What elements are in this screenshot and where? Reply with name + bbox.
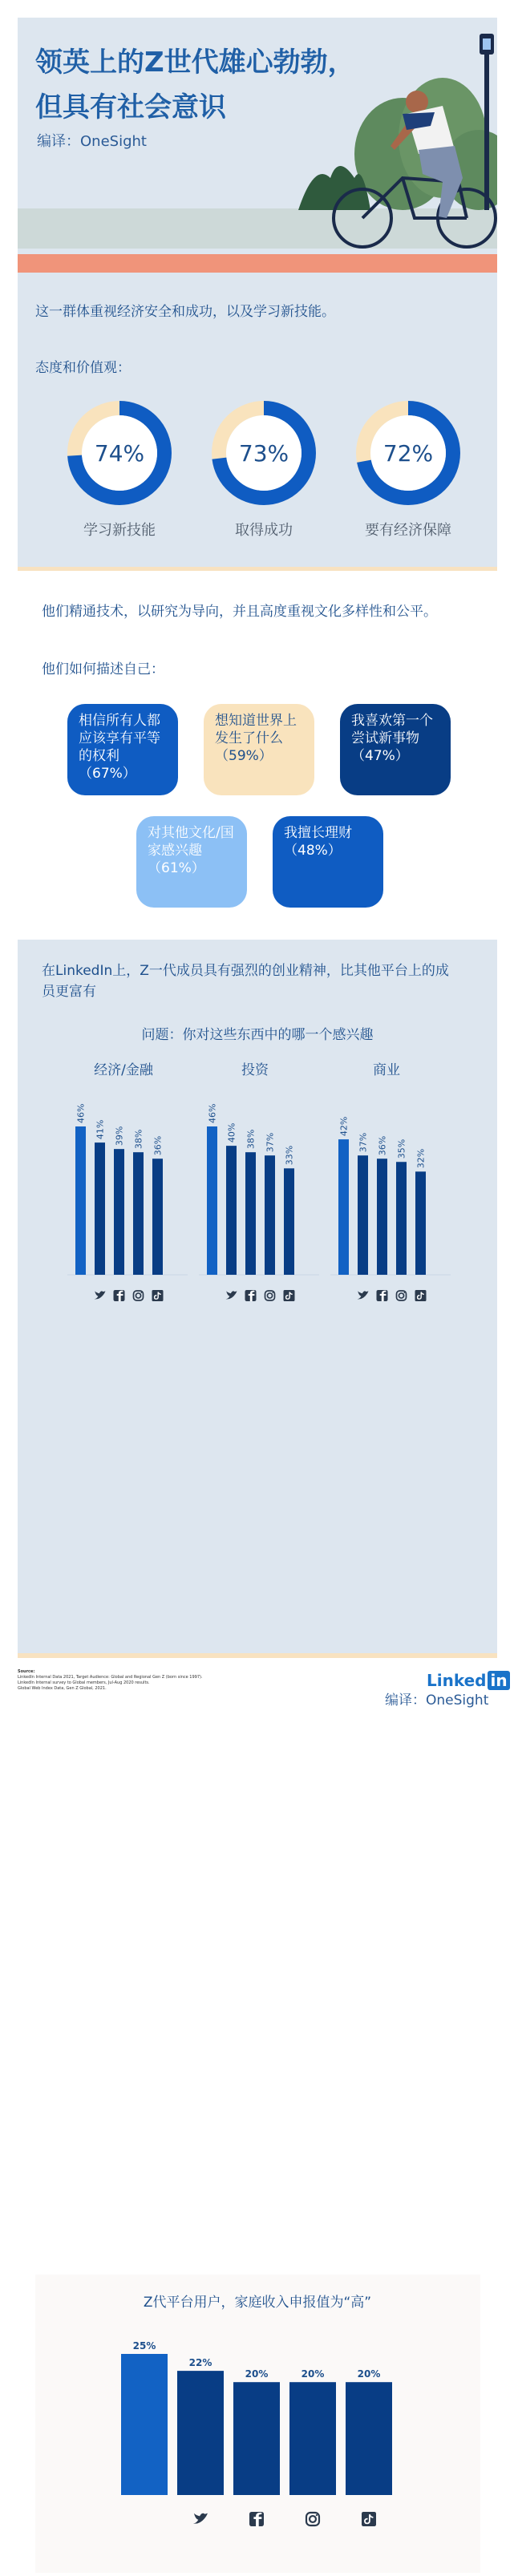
donut-item xyxy=(59,397,180,540)
income-bar-chart xyxy=(35,2275,480,2573)
donut-value: 74% xyxy=(94,440,145,467)
chart-title: 投资 xyxy=(241,1062,269,1078)
bar xyxy=(95,1142,105,1275)
bar xyxy=(207,1126,217,1275)
twitter-icon xyxy=(193,2513,208,2524)
bar-value-label: 39% xyxy=(114,1126,125,1146)
source-notes xyxy=(18,1669,203,1692)
header-banner xyxy=(18,18,497,273)
bar-value-label: 32% xyxy=(415,1148,427,1169)
income-chart-group xyxy=(121,2295,392,2526)
bar xyxy=(121,2354,168,2495)
bar xyxy=(133,1152,144,1275)
bar-value-label: 20% xyxy=(301,2368,325,2380)
bubble-try-new: 我喜欢第一个尝试新事物（47%） xyxy=(340,704,451,795)
bubble-equal-rights: 相信所有人都应该享有平等的权利（67%） xyxy=(67,704,178,795)
cyclist-illustration xyxy=(282,18,497,258)
bar xyxy=(226,1146,237,1275)
bar xyxy=(284,1168,294,1275)
self-description-intro: 他们精通技术，以研究为导向，并且高度重视文化多样性和公平。 xyxy=(42,604,437,620)
lamp-light xyxy=(483,38,491,50)
bar-chart-group xyxy=(199,1062,319,1301)
bar-value-label: 40% xyxy=(226,1122,237,1143)
instagram-icon xyxy=(397,1291,407,1300)
bar xyxy=(114,1149,124,1275)
bar-value-label: 38% xyxy=(133,1129,144,1150)
donut-chart xyxy=(63,397,176,509)
interest-bar-charts xyxy=(18,1060,497,1357)
logo-text: Linked xyxy=(427,1671,487,1690)
instagram-icon xyxy=(134,1291,144,1300)
bar xyxy=(245,1152,256,1275)
bar-value-label: 46% xyxy=(75,1103,87,1123)
bar-value-label: 37% xyxy=(265,1132,276,1153)
bar-value-label: 22% xyxy=(188,2357,212,2369)
source-line: Global Web Index Data, Gen Z Global, 2021. xyxy=(18,1686,107,1691)
values-section xyxy=(18,273,497,571)
source-line: LinkedIn Internal survey to Global members, Jul-Aug 2020 results. xyxy=(18,1680,150,1685)
bar xyxy=(233,2382,280,2495)
twitter-icon xyxy=(95,1291,106,1299)
footer-credit: 编译：OneSight xyxy=(385,1692,489,1709)
bar xyxy=(177,2371,224,2495)
rider-head xyxy=(406,91,428,113)
logo-in: in xyxy=(488,1671,509,1690)
tiktok-icon xyxy=(415,1290,427,1301)
bar-value-label: 35% xyxy=(396,1138,407,1159)
bar-value-label: 36% xyxy=(152,1135,164,1156)
twitter-icon xyxy=(358,1291,369,1299)
chart-title: 商业 xyxy=(373,1062,400,1078)
donut-label: 取得成功 xyxy=(235,522,293,539)
bar xyxy=(346,2382,392,2495)
source-line: LinkedIn Internal Data 2021, Target Audience: Global and Regional Gen Z (born since 1997). xyxy=(18,1675,203,1680)
tiktok-icon xyxy=(362,2512,376,2526)
bar-value-label: 38% xyxy=(245,1129,257,1150)
linkedin-logo xyxy=(427,1671,510,1690)
twitter-icon xyxy=(226,1291,237,1299)
bar xyxy=(415,1171,426,1275)
donut-item xyxy=(348,397,468,540)
bar-chart-group xyxy=(67,1062,188,1301)
bar xyxy=(377,1159,387,1275)
bar xyxy=(75,1126,86,1275)
income-chart-card xyxy=(35,2275,480,2573)
bar-value-label: 20% xyxy=(245,2368,269,2380)
facebook-icon xyxy=(114,1290,125,1301)
question-text: 问题：你对这些东西中的哪一个感兴趣 xyxy=(141,1027,374,1043)
bar-value-label: 37% xyxy=(358,1132,369,1153)
bar xyxy=(152,1159,163,1275)
bar-value-label: 41% xyxy=(95,1119,106,1140)
bubble-other-cultures: 对其他文化/国家感兴趣（61%） xyxy=(136,816,247,908)
donut-value: 73% xyxy=(238,440,289,467)
facebook-icon xyxy=(245,1290,257,1301)
bubble-world-news: 想知道世界上发生了什么（59%） xyxy=(204,704,314,795)
tiktok-icon xyxy=(284,1290,295,1301)
values-heading: 态度和价值观： xyxy=(35,360,131,376)
instagram-icon xyxy=(265,1291,275,1300)
donut-chart xyxy=(352,397,464,509)
bar-value-label: 33% xyxy=(284,1145,295,1166)
bar xyxy=(338,1139,349,1275)
tiktok-icon xyxy=(152,1290,164,1301)
chart-title: 经济/金融 xyxy=(94,1062,153,1078)
bar-value-label: 20% xyxy=(357,2368,381,2380)
chart-title: Z代平台用户，家庭收入申报值为“高” xyxy=(143,2295,372,2311)
donut-item xyxy=(204,397,324,540)
bar-value-label: 42% xyxy=(338,1116,350,1137)
bar-value-label: 25% xyxy=(132,2340,156,2352)
donut-label: 要有经济保障 xyxy=(365,522,451,539)
source-title: Source: xyxy=(18,1669,35,1674)
self-description-heading: 他们如何描述自己： xyxy=(42,661,164,677)
bar xyxy=(265,1155,275,1275)
header-credit: 编译：OneSight xyxy=(37,133,147,150)
bar xyxy=(396,1162,407,1275)
title-line-1: 领英上的Z世代雄心勃勃， xyxy=(35,47,355,79)
bar-value-label: 46% xyxy=(207,1103,218,1123)
bubble-finance: 我擅长理财（48%） xyxy=(273,816,383,908)
facebook-icon xyxy=(249,2512,264,2526)
bar-value-label: 36% xyxy=(377,1135,388,1156)
facebook-icon xyxy=(377,1290,388,1301)
donut-chart xyxy=(208,397,320,509)
entrepreneurship-intro: 在LinkedIn上，Z一代成员具有强烈的创业精神，比其他平台上的成员更富有 xyxy=(42,963,449,1000)
lamp-post xyxy=(484,50,489,210)
donut-value: 72% xyxy=(382,440,434,467)
self-description-section xyxy=(18,571,497,940)
bar xyxy=(289,2382,336,2495)
bar-chart-group xyxy=(330,1062,451,1301)
title-line-2: 但具有社会意识 xyxy=(35,91,226,123)
instagram-icon xyxy=(306,2513,319,2525)
values-intro: 这一群体重视经济安全和成功，以及学习新技能。 xyxy=(35,304,335,320)
bar xyxy=(358,1155,368,1275)
donut-label: 学习新技能 xyxy=(83,522,156,539)
